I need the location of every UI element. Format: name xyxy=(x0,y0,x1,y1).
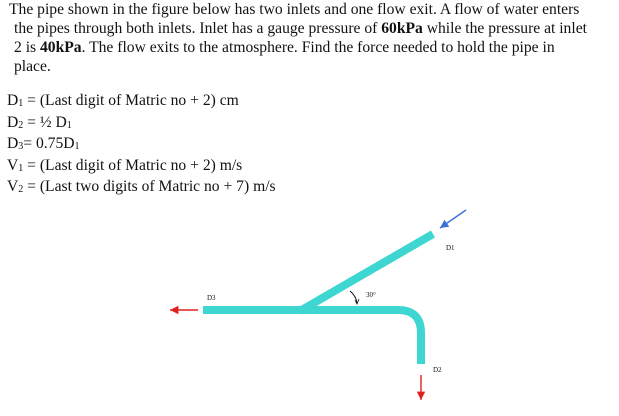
pipe-main xyxy=(203,310,421,364)
label-exit: D3 xyxy=(207,294,216,302)
pressure-inlet-2: 40kPa xyxy=(40,39,82,56)
angle-label: 30° xyxy=(366,291,376,299)
label-inlet-1: D1 xyxy=(446,244,455,252)
def-v1: $V_1$ = (Last digit of Matric no + 2) m/s xyxy=(7,156,243,174)
def-v2: $V_2$ = (Last two digits of Matric no + 7) m/s xyxy=(7,178,276,196)
problem-line-2: the pipes through both inlets. Inlet has a gauge pressure of 60kPa while the pressure at inlet xyxy=(14,20,587,37)
pressure-inlet-1: 60kPa xyxy=(381,20,423,37)
problem-line-3: 2 is 40kPa. The flow exits to the atmosphere. Find the force needed to hold the pipe in xyxy=(14,39,555,56)
def-d1: $D_1$ = (Last digit of Matric no + 2) cm xyxy=(7,92,239,109)
label-inlet-2: D2 xyxy=(433,366,442,374)
problem-line-1: The pipe shown in the figure below has two inlets and one flow exit. A flow of water enters xyxy=(9,1,580,18)
inlet-1-arrow xyxy=(440,210,466,228)
def-d3: $D_3= 0.75D_1$ xyxy=(7,135,80,153)
problem-line-4: place. xyxy=(14,58,51,75)
pipe-branch xyxy=(300,234,433,311)
def-d2: $D_2$ = ½ $D_1$ xyxy=(7,113,72,131)
